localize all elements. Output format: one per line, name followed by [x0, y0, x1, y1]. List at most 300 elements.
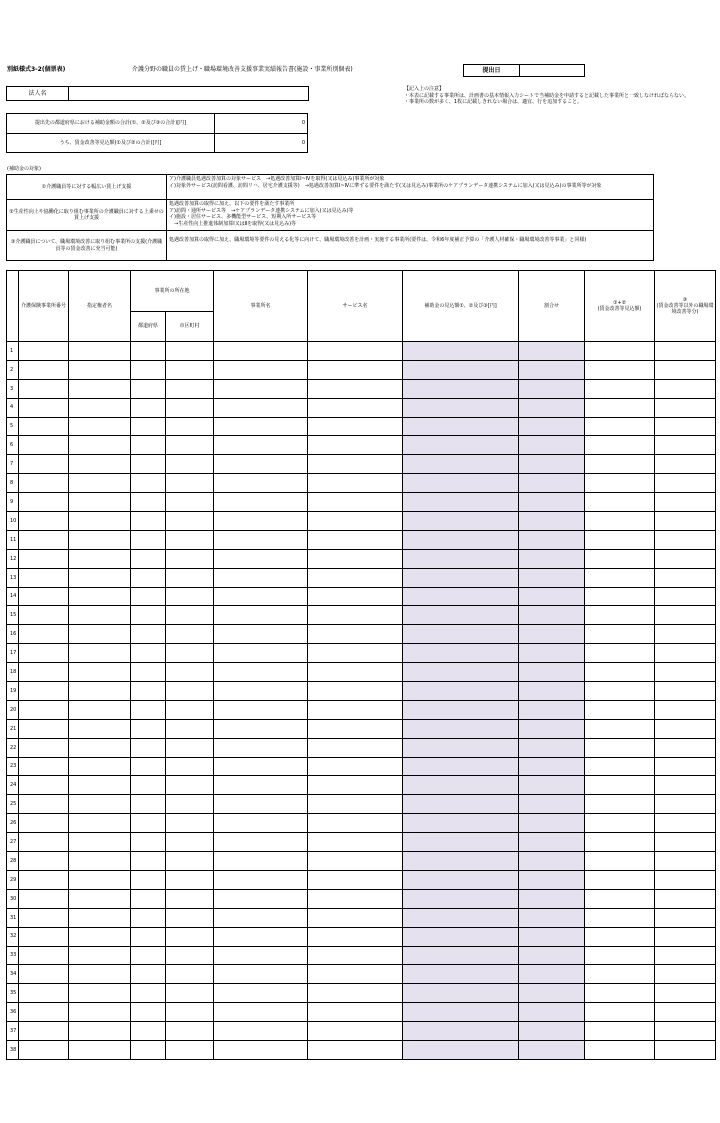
amount-cell[interactable] [403, 530, 519, 549]
prefecture-cell[interactable] [131, 852, 166, 871]
ratio-cell[interactable] [519, 908, 585, 927]
wage-cell[interactable] [585, 379, 655, 398]
wage-cell[interactable] [585, 870, 655, 889]
designator-cell[interactable] [69, 512, 131, 531]
ratio-cell[interactable] [519, 644, 585, 663]
city-cell[interactable] [166, 360, 214, 379]
env-cell[interactable] [655, 455, 716, 474]
designator-cell[interactable] [69, 342, 131, 361]
amount-cell[interactable] [403, 436, 519, 455]
env-cell[interactable] [655, 852, 716, 871]
designator-cell[interactable] [69, 587, 131, 606]
wage-cell[interactable] [585, 757, 655, 776]
city-cell[interactable] [166, 568, 214, 587]
city-cell[interactable] [166, 776, 214, 795]
service-cell[interactable] [308, 795, 403, 814]
prefecture-cell[interactable] [131, 663, 166, 682]
prefecture-cell[interactable] [131, 644, 166, 663]
office-number-cell[interactable] [19, 719, 69, 738]
city-cell[interactable] [166, 530, 214, 549]
office-number-cell[interactable] [19, 965, 69, 984]
office-number-cell[interactable] [19, 360, 69, 379]
designator-cell[interactable] [69, 852, 131, 871]
prefecture-cell[interactable] [131, 530, 166, 549]
env-cell[interactable] [655, 927, 716, 946]
ratio-cell[interactable] [519, 965, 585, 984]
prefecture-cell[interactable] [131, 1040, 166, 1059]
service-cell[interactable] [308, 342, 403, 361]
amount-cell[interactable] [403, 946, 519, 965]
office-name-cell[interactable] [214, 417, 308, 436]
office-number-cell[interactable] [19, 984, 69, 1003]
office-name-cell[interactable] [214, 360, 308, 379]
city-cell[interactable] [166, 455, 214, 474]
amount-cell[interactable] [403, 852, 519, 871]
city-cell[interactable] [166, 965, 214, 984]
env-cell[interactable] [655, 379, 716, 398]
office-name-cell[interactable] [214, 549, 308, 568]
wage-cell[interactable] [585, 908, 655, 927]
env-cell[interactable] [655, 568, 716, 587]
office-number-cell[interactable] [19, 549, 69, 568]
service-cell[interactable] [308, 549, 403, 568]
prefecture-cell[interactable] [131, 984, 166, 1003]
amount-cell[interactable] [403, 568, 519, 587]
city-cell[interactable] [166, 474, 214, 493]
wage-cell[interactable] [585, 719, 655, 738]
env-cell[interactable] [655, 342, 716, 361]
designator-cell[interactable] [69, 606, 131, 625]
designator-cell[interactable] [69, 625, 131, 644]
submit-date-field[interactable] [521, 65, 584, 76]
service-cell[interactable] [308, 1040, 403, 1059]
service-cell[interactable] [308, 946, 403, 965]
ratio-cell[interactable] [519, 984, 585, 1003]
office-number-cell[interactable] [19, 1040, 69, 1059]
amount-cell[interactable] [403, 776, 519, 795]
amount-cell[interactable] [403, 342, 519, 361]
ratio-cell[interactable] [519, 927, 585, 946]
ratio-cell[interactable] [519, 1022, 585, 1041]
designator-cell[interactable] [69, 1003, 131, 1022]
office-name-cell[interactable] [214, 1040, 308, 1059]
prefecture-cell[interactable] [131, 512, 166, 531]
ratio-cell[interactable] [519, 833, 585, 852]
ratio-cell[interactable] [519, 512, 585, 531]
wage-cell[interactable] [585, 398, 655, 417]
designator-cell[interactable] [69, 1022, 131, 1041]
prefecture-cell[interactable] [131, 833, 166, 852]
prefecture-cell[interactable] [131, 776, 166, 795]
ratio-cell[interactable] [519, 493, 585, 512]
city-cell[interactable] [166, 436, 214, 455]
city-cell[interactable] [166, 908, 214, 927]
total-subsidy-value[interactable]: 0 [301, 120, 305, 126]
office-number-cell[interactable] [19, 455, 69, 474]
service-cell[interactable] [308, 870, 403, 889]
ratio-cell[interactable] [519, 417, 585, 436]
wage-cell[interactable] [585, 852, 655, 871]
office-name-cell[interactable] [214, 946, 308, 965]
office-number-cell[interactable] [19, 682, 69, 701]
ratio-cell[interactable] [519, 455, 585, 474]
service-cell[interactable] [308, 965, 403, 984]
wage-cell[interactable] [585, 549, 655, 568]
office-number-cell[interactable] [19, 398, 69, 417]
env-cell[interactable] [655, 474, 716, 493]
amount-cell[interactable] [403, 1003, 519, 1022]
service-cell[interactable] [308, 700, 403, 719]
office-name-cell[interactable] [214, 814, 308, 833]
city-cell[interactable] [166, 719, 214, 738]
prefecture-cell[interactable] [131, 870, 166, 889]
wage-cell[interactable] [585, 568, 655, 587]
office-name-cell[interactable] [214, 682, 308, 701]
office-name-cell[interactable] [214, 587, 308, 606]
prefecture-cell[interactable] [131, 587, 166, 606]
office-number-cell[interactable] [19, 606, 69, 625]
amount-cell[interactable] [403, 398, 519, 417]
office-name-cell[interactable] [214, 738, 308, 757]
wage-cell[interactable] [585, 984, 655, 1003]
designator-cell[interactable] [69, 530, 131, 549]
prefecture-cell[interactable] [131, 908, 166, 927]
wage-cell[interactable] [585, 493, 655, 512]
env-cell[interactable] [655, 833, 716, 852]
city-cell[interactable] [166, 625, 214, 644]
prefecture-cell[interactable] [131, 889, 166, 908]
ratio-cell[interactable] [519, 738, 585, 757]
office-name-cell[interactable] [214, 889, 308, 908]
designator-cell[interactable] [69, 984, 131, 1003]
wage-cell[interactable] [585, 776, 655, 795]
office-name-cell[interactable] [214, 644, 308, 663]
env-cell[interactable] [655, 889, 716, 908]
service-cell[interactable] [308, 436, 403, 455]
designator-cell[interactable] [69, 776, 131, 795]
prefecture-cell[interactable] [131, 549, 166, 568]
ratio-cell[interactable] [519, 757, 585, 776]
env-cell[interactable] [655, 417, 716, 436]
wage-cell[interactable] [585, 965, 655, 984]
amount-cell[interactable] [403, 889, 519, 908]
amount-cell[interactable] [403, 474, 519, 493]
ratio-cell[interactable] [519, 606, 585, 625]
city-cell[interactable] [166, 398, 214, 417]
env-cell[interactable] [655, 644, 716, 663]
wage-cell[interactable] [585, 889, 655, 908]
city-cell[interactable] [166, 644, 214, 663]
wage-cell[interactable] [585, 927, 655, 946]
amount-cell[interactable] [403, 493, 519, 512]
city-cell[interactable] [166, 795, 214, 814]
service-cell[interactable] [308, 1003, 403, 1022]
service-cell[interactable] [308, 719, 403, 738]
office-name-cell[interactable] [214, 398, 308, 417]
service-cell[interactable] [308, 398, 403, 417]
wage-cell[interactable] [585, 606, 655, 625]
city-cell[interactable] [166, 606, 214, 625]
designator-cell[interactable] [69, 738, 131, 757]
office-name-cell[interactable] [214, 663, 308, 682]
city-cell[interactable] [166, 512, 214, 531]
office-name-cell[interactable] [214, 493, 308, 512]
office-number-cell[interactable] [19, 587, 69, 606]
city-cell[interactable] [166, 814, 214, 833]
city-cell[interactable] [166, 1040, 214, 1059]
service-cell[interactable] [308, 644, 403, 663]
designator-cell[interactable] [69, 814, 131, 833]
city-cell[interactable] [166, 870, 214, 889]
amount-cell[interactable] [403, 814, 519, 833]
office-name-cell[interactable] [214, 474, 308, 493]
office-number-cell[interactable] [19, 738, 69, 757]
city-cell[interactable] [166, 927, 214, 946]
office-number-cell[interactable] [19, 568, 69, 587]
wage-cell[interactable] [585, 417, 655, 436]
service-cell[interactable] [308, 738, 403, 757]
service-cell[interactable] [308, 908, 403, 927]
amount-cell[interactable] [403, 360, 519, 379]
office-name-cell[interactable] [214, 965, 308, 984]
service-cell[interactable] [308, 417, 403, 436]
wage-cell[interactable] [585, 530, 655, 549]
ratio-cell[interactable] [519, 700, 585, 719]
env-cell[interactable] [655, 512, 716, 531]
ratio-cell[interactable] [519, 398, 585, 417]
prefecture-cell[interactable] [131, 417, 166, 436]
wage-cell[interactable] [585, 455, 655, 474]
ratio-cell[interactable] [519, 625, 585, 644]
city-cell[interactable] [166, 946, 214, 965]
prefecture-cell[interactable] [131, 606, 166, 625]
wage-cell[interactable] [585, 833, 655, 852]
env-cell[interactable] [655, 814, 716, 833]
city-cell[interactable] [166, 379, 214, 398]
service-cell[interactable] [308, 776, 403, 795]
city-cell[interactable] [166, 549, 214, 568]
wage-cell[interactable] [585, 682, 655, 701]
city-cell[interactable] [166, 342, 214, 361]
office-name-cell[interactable] [214, 568, 308, 587]
service-cell[interactable] [308, 757, 403, 776]
office-number-cell[interactable] [19, 436, 69, 455]
ratio-cell[interactable] [519, 474, 585, 493]
prefecture-cell[interactable] [131, 946, 166, 965]
env-cell[interactable] [655, 530, 716, 549]
env-cell[interactable] [655, 398, 716, 417]
amount-cell[interactable] [403, 663, 519, 682]
env-cell[interactable] [655, 776, 716, 795]
city-cell[interactable] [166, 682, 214, 701]
office-number-cell[interactable] [19, 474, 69, 493]
amount-cell[interactable] [403, 587, 519, 606]
ratio-cell[interactable] [519, 530, 585, 549]
amount-cell[interactable] [403, 965, 519, 984]
office-number-cell[interactable] [19, 342, 69, 361]
service-cell[interactable] [308, 889, 403, 908]
wage-cell[interactable] [585, 342, 655, 361]
amount-cell[interactable] [403, 644, 519, 663]
office-number-cell[interactable] [19, 700, 69, 719]
city-cell[interactable] [166, 700, 214, 719]
ratio-cell[interactable] [519, 870, 585, 889]
office-name-cell[interactable] [214, 757, 308, 776]
ratio-cell[interactable] [519, 549, 585, 568]
prefecture-cell[interactable] [131, 795, 166, 814]
env-cell[interactable] [655, 682, 716, 701]
wage-cell[interactable] [585, 738, 655, 757]
office-name-cell[interactable] [214, 512, 308, 531]
designator-cell[interactable] [69, 379, 131, 398]
office-number-cell[interactable] [19, 644, 69, 663]
service-cell[interactable] [308, 587, 403, 606]
amount-cell[interactable] [403, 700, 519, 719]
office-number-cell[interactable] [19, 776, 69, 795]
office-number-cell[interactable] [19, 417, 69, 436]
amount-cell[interactable] [403, 512, 519, 531]
office-number-cell[interactable] [19, 1003, 69, 1022]
env-cell[interactable] [655, 1003, 716, 1022]
office-number-cell[interactable] [19, 908, 69, 927]
amount-cell[interactable] [403, 984, 519, 1003]
env-cell[interactable] [655, 738, 716, 757]
ratio-cell[interactable] [519, 889, 585, 908]
wage-cell[interactable] [585, 436, 655, 455]
wage-cell[interactable] [585, 512, 655, 531]
office-name-cell[interactable] [214, 852, 308, 871]
office-number-cell[interactable] [19, 795, 69, 814]
office-number-cell[interactable] [19, 379, 69, 398]
ratio-cell[interactable] [519, 1040, 585, 1059]
designator-cell[interactable] [69, 663, 131, 682]
designator-cell[interactable] [69, 493, 131, 512]
prefecture-cell[interactable] [131, 965, 166, 984]
ratio-cell[interactable] [519, 795, 585, 814]
prefecture-cell[interactable] [131, 568, 166, 587]
office-number-cell[interactable] [19, 889, 69, 908]
office-number-cell[interactable] [19, 663, 69, 682]
designator-cell[interactable] [69, 417, 131, 436]
amount-cell[interactable] [403, 625, 519, 644]
office-number-cell[interactable] [19, 493, 69, 512]
amount-cell[interactable] [403, 908, 519, 927]
designator-cell[interactable] [69, 549, 131, 568]
env-cell[interactable] [655, 663, 716, 682]
prefecture-cell[interactable] [131, 1022, 166, 1041]
designator-cell[interactable] [69, 927, 131, 946]
service-cell[interactable] [308, 360, 403, 379]
prefecture-cell[interactable] [131, 814, 166, 833]
city-cell[interactable] [166, 1003, 214, 1022]
amount-cell[interactable] [403, 1022, 519, 1041]
amount-cell[interactable] [403, 606, 519, 625]
service-cell[interactable] [308, 852, 403, 871]
amount-cell[interactable] [403, 870, 519, 889]
ratio-cell[interactable] [519, 663, 585, 682]
city-cell[interactable] [166, 1022, 214, 1041]
ratio-cell[interactable] [519, 587, 585, 606]
office-number-cell[interactable] [19, 530, 69, 549]
env-cell[interactable] [655, 795, 716, 814]
wage-improvement-value[interactable]: 0 [301, 140, 305, 146]
env-cell[interactable] [655, 757, 716, 776]
prefecture-cell[interactable] [131, 379, 166, 398]
env-cell[interactable] [655, 625, 716, 644]
city-cell[interactable] [166, 852, 214, 871]
env-cell[interactable] [655, 984, 716, 1003]
prefecture-cell[interactable] [131, 398, 166, 417]
wage-cell[interactable] [585, 700, 655, 719]
office-number-cell[interactable] [19, 512, 69, 531]
city-cell[interactable] [166, 757, 214, 776]
city-cell[interactable] [166, 889, 214, 908]
ratio-cell[interactable] [519, 1003, 585, 1022]
office-name-cell[interactable] [214, 908, 308, 927]
office-number-cell[interactable] [19, 833, 69, 852]
ratio-cell[interactable] [519, 342, 585, 361]
city-cell[interactable] [166, 587, 214, 606]
service-cell[interactable] [308, 833, 403, 852]
city-cell[interactable] [166, 493, 214, 512]
office-name-cell[interactable] [214, 833, 308, 852]
city-cell[interactable] [166, 663, 214, 682]
service-cell[interactable] [308, 606, 403, 625]
office-name-cell[interactable] [214, 625, 308, 644]
wage-cell[interactable] [585, 795, 655, 814]
office-number-cell[interactable] [19, 1022, 69, 1041]
amount-cell[interactable] [403, 682, 519, 701]
service-cell[interactable] [308, 663, 403, 682]
city-cell[interactable] [166, 417, 214, 436]
office-number-cell[interactable] [19, 927, 69, 946]
env-cell[interactable] [655, 1022, 716, 1041]
service-cell[interactable] [308, 625, 403, 644]
office-number-cell[interactable] [19, 814, 69, 833]
office-number-cell[interactable] [19, 757, 69, 776]
env-cell[interactable] [655, 493, 716, 512]
prefecture-cell[interactable] [131, 625, 166, 644]
wage-cell[interactable] [585, 360, 655, 379]
wage-cell[interactable] [585, 625, 655, 644]
office-name-cell[interactable] [214, 379, 308, 398]
office-name-cell[interactable] [214, 700, 308, 719]
office-name-cell[interactable] [214, 606, 308, 625]
wage-cell[interactable] [585, 663, 655, 682]
designator-cell[interactable] [69, 682, 131, 701]
amount-cell[interactable] [403, 795, 519, 814]
prefecture-cell[interactable] [131, 474, 166, 493]
wage-cell[interactable] [585, 1040, 655, 1059]
amount-cell[interactable] [403, 1040, 519, 1059]
designator-cell[interactable] [69, 757, 131, 776]
env-cell[interactable] [655, 436, 716, 455]
env-cell[interactable] [655, 549, 716, 568]
office-number-cell[interactable] [19, 852, 69, 871]
office-name-cell[interactable] [214, 795, 308, 814]
designator-cell[interactable] [69, 889, 131, 908]
service-cell[interactable] [308, 1022, 403, 1041]
wage-cell[interactable] [585, 1022, 655, 1041]
office-name-cell[interactable] [214, 719, 308, 738]
city-cell[interactable] [166, 833, 214, 852]
office-name-cell[interactable] [214, 455, 308, 474]
prefecture-cell[interactable] [131, 927, 166, 946]
env-cell[interactable] [655, 870, 716, 889]
wage-cell[interactable] [585, 474, 655, 493]
amount-cell[interactable] [403, 833, 519, 852]
prefecture-cell[interactable] [131, 342, 166, 361]
